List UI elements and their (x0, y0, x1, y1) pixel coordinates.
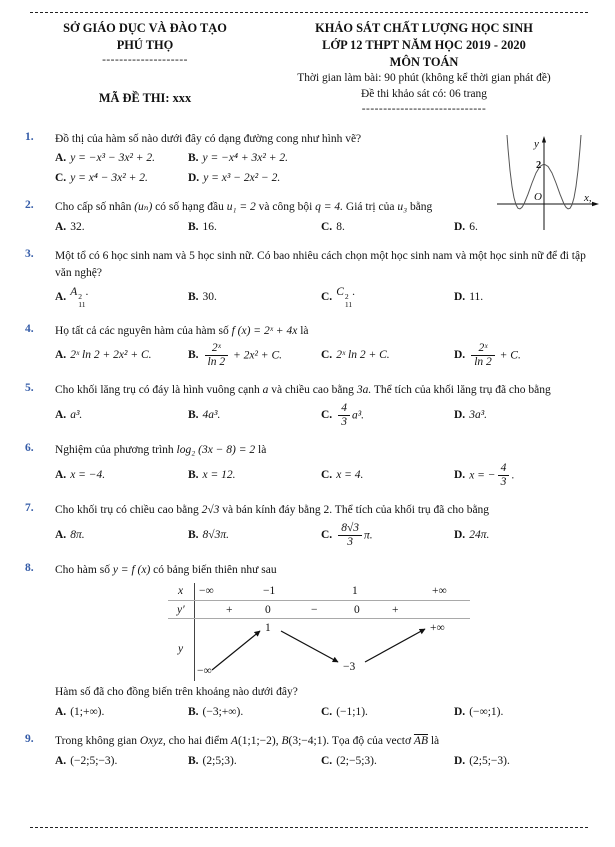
q9-option-b: B. (2;5;3). (188, 754, 237, 767)
bbt-y-min: −3 (343, 661, 356, 674)
question-4-number: 4. (25, 322, 34, 335)
bbt-x-val-0: −∞ (199, 585, 214, 598)
question-5-number: 5. (25, 382, 34, 395)
q7-option-c: C. $\frac{8√3}{3}$ π. (321, 521, 373, 548)
bbt-arrow-down (281, 631, 338, 662)
q4-option-c: C. 2ˣ ln 2 + C. (321, 349, 390, 362)
header-right-dashes: ----------------------------- (361, 103, 487, 116)
question-3-text: Một tổ có 6 học sinh nam và 5 học sinh nữ. Có bao nhiêu cách chọn một học sinh nam và một học sinh nữ để đi tập văn nghệ? (55, 250, 586, 279)
exam-title-line1: KHẢO SÁT CHẤT LƯỢNG HỌC SINH (315, 21, 533, 35)
q8-option-d: D. (−∞;1). (454, 705, 504, 718)
bbt-yp-4: + (392, 604, 399, 617)
q2-option-d: D. 6. (454, 220, 478, 233)
q2-option-b: B. 16. (188, 220, 217, 233)
bbt-y-end: +∞ (430, 622, 445, 635)
q6-option-a: A. x = −4. (55, 469, 106, 482)
bbt-x-val-3: +∞ (432, 585, 447, 598)
bbt-x-val-2: 1 (352, 585, 358, 598)
question-8 (25, 562, 588, 720)
q8-option-a: A. (1;+∞). (55, 705, 105, 718)
question-4-text: Họ tất cả các nguyên hàm của hàm số f (x) = 2ˣ + 4x là (55, 324, 309, 337)
q9-option-a: A. (−2;5;−3). (55, 754, 118, 767)
q9-option-c: C. (2;−5;3). (321, 754, 377, 767)
x-axis-label: x, (584, 192, 592, 204)
bbt-yp-3: 0 (354, 604, 360, 617)
q8-option-b: B. (−3;+∞). (188, 705, 244, 718)
question-7-number: 7. (25, 502, 34, 515)
exam-duration: Thời gian làm bài: 90 phút (không kể thời gian phát đề) (297, 72, 551, 85)
y-tick-2: 2 (536, 160, 542, 171)
exam-code: MÃ ĐỀ THI: xxx (98, 90, 192, 105)
q7-option-a: A. 8π. (55, 529, 85, 542)
q6-option-b: B. x = 12. (188, 469, 236, 482)
question-5-text: Cho khối lăng trụ có đáy là hình vuông cạnh a và chiều cao bằng 3a. Thể tích của khối lăng trụ đã cho bằng (55, 384, 551, 397)
origin-label: O (534, 191, 542, 203)
header (30, 20, 588, 117)
variation-table (168, 583, 470, 681)
bbt-arrow-up-1 (212, 631, 260, 670)
question-3 (25, 248, 588, 309)
bbt-arrow-up-2 (365, 629, 425, 662)
question-6-text: Nghiệm của phương trình log₂ (3x − 8) = 2 là (55, 444, 267, 457)
question-1-number: 1. (25, 130, 34, 143)
q7-option-b: B. 8√3π. (188, 529, 229, 542)
q1-option-b: B. y = −x⁴ + 3x² + 2. (188, 152, 288, 165)
q3-option-d: D. 11. (454, 290, 484, 303)
bbt-yp-0: + (226, 604, 233, 617)
q9-option-d: D. (2;5;−3). (454, 754, 510, 767)
department-name: SỞ GIÁO DỤC VÀ ĐÀO TẠO (63, 21, 227, 35)
header-left (30, 20, 260, 117)
bbt-yp-1: 0 (265, 604, 271, 617)
q4-option-d: D. $\frac{\text{2ˣ}}{\ln 2}$ + C. (454, 341, 521, 369)
q1-option-a: A. y = −x³ − 3x² + 2. (55, 152, 156, 165)
question-8-number: 8. (25, 562, 34, 574)
bbt-x-val-1: −1 (263, 585, 276, 598)
bottom-separator (30, 827, 588, 828)
q2-option-a: A. 32. (55, 220, 85, 233)
bbt-y-label: y (178, 643, 184, 656)
header-right (260, 20, 588, 117)
q5-option-d: D. 3a³. (454, 409, 488, 422)
bbt-y-start: −∞ (197, 665, 212, 678)
q4-option-b: B. $\frac{\text{2ˣ}}{\ln 2}$ + 2x² + C. (188, 341, 282, 369)
q5-option-b: B. 4a³. (188, 409, 221, 422)
question-2-text: Cho cấp số nhân (uₙ) có số hạng đầu u₁ = 2 và công bội q = 4. Giá trị của u₃ bằng (55, 201, 433, 214)
question-4 (25, 323, 588, 370)
q5-option-c: C. $\frac{4}{3}$ a³. (321, 401, 365, 429)
q4-option-a: A. 2ˣ ln 2 + 2x² + C. (55, 349, 152, 362)
bbt-yp-2: − (311, 604, 318, 617)
question-9-text: Trong không gian Oxyz, cho hai điểm A(1;1;−2), B(3;−4;1). Tọa độ của vectơ $\overline{AB}$ là (55, 735, 440, 748)
bbt-x-label: x (178, 585, 184, 598)
q2-option-c: C. 8. (321, 220, 345, 233)
x-axis-arrow (592, 202, 599, 206)
bbt-yprime-label: y′ (177, 604, 185, 617)
question-9 (25, 733, 588, 769)
q1-function-graph (496, 134, 602, 236)
exam-title-line2: LỚP 12 THPT NĂM HỌC 2019 - 2020 (322, 38, 526, 53)
q1-option-d: D. y = x³ − 2x² − 2. (188, 171, 281, 184)
q7-option-d: D. 24π. (454, 529, 490, 542)
bbt-arrows (168, 583, 470, 681)
question-3-number: 3. (25, 248, 34, 261)
province-name: PHÚ THỌ (116, 38, 174, 53)
q6-option-d: D. x = − $\frac{4}{3}$ . (454, 461, 515, 488)
q1-option-c: C. y = x⁴ − 3x² + 2. (55, 171, 148, 184)
q8-option-c: C. (−1;1). (321, 705, 368, 718)
question-1-text: Đồ thị của hàm số nào dưới đây có dạng đường cong như hình vẽ? (55, 132, 362, 145)
q3-option-a: A. A 2 11 . (55, 286, 89, 310)
question-6 (25, 442, 588, 489)
question-9-number: 9. (25, 733, 34, 746)
question-6-number: 6. (25, 442, 34, 455)
question-8-text: Cho hàm số y = f (x) có bảng biến thiên như sau (55, 564, 277, 576)
q6-option-c: C. x = 4. (321, 469, 364, 482)
exam-page-count: Đề thi khảo sát có: 06 trang (361, 88, 487, 101)
question-8-text-2: Hàm số đã cho đồng biến trên khoảng nào dưới đây? (55, 686, 298, 699)
top-separator (30, 12, 588, 13)
y-axis-label: y (534, 138, 539, 150)
y-axis-arrow (542, 136, 546, 143)
question-5 (25, 382, 588, 429)
q5-option-a: A. a³. (55, 409, 83, 422)
bbt-y-max: 1 (265, 622, 271, 635)
q3-option-c: C. C 2 11 . (321, 286, 356, 310)
q3-option-b: B. 30. (188, 290, 217, 303)
question-2-number: 2. (25, 199, 34, 212)
question-7 (25, 502, 588, 549)
header-left-dashes: -------------------- (102, 54, 188, 67)
question-7-text: Cho khối trụ có chiều cao bằng 2√3 và bán kính đáy bằng 2. Thể tích của khối trụ đã cho bằng (55, 504, 490, 517)
subject-title: MÔN TOÁN (389, 55, 459, 70)
